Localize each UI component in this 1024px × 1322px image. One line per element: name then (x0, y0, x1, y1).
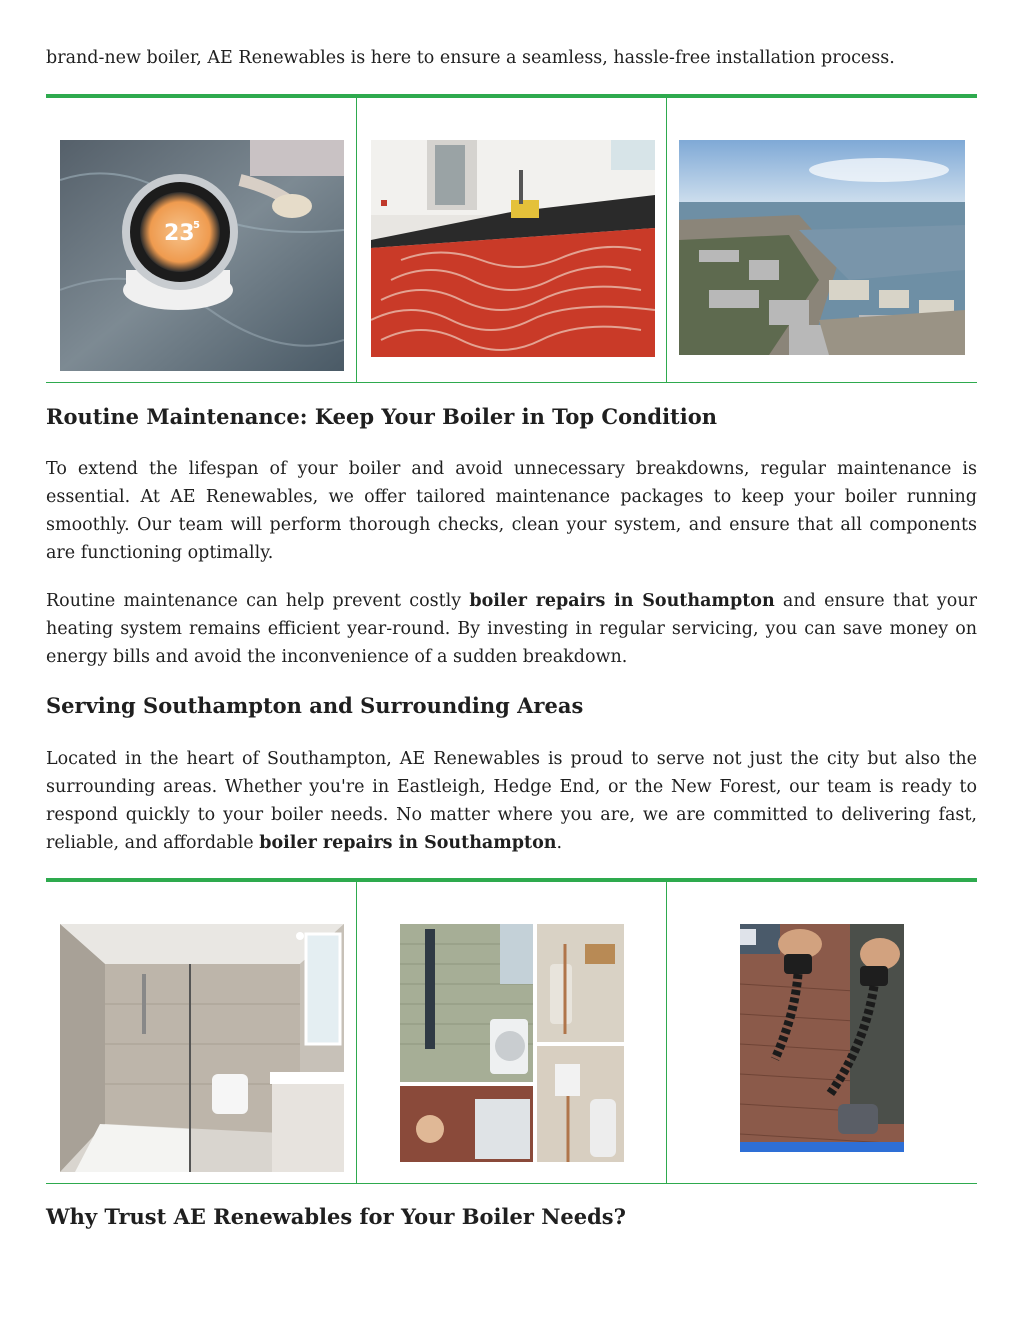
southampton-aerial-image (679, 140, 965, 355)
gallery-cell (666, 98, 976, 382)
underfloor-heating-image (371, 140, 655, 357)
gallery-cell (356, 882, 666, 1183)
photo-gallery-1 (46, 94, 977, 383)
text-run: and ensure that your heating system remains efficient year-round. By investing in regular servicing, you can save money on energy bills and avoid the inconvenience of a sudden breakdown. (46, 591, 977, 667)
gallery-cell (666, 882, 976, 1183)
underfloor-heating-photo (371, 140, 655, 357)
gallery-cell (356, 98, 666, 382)
thermostat-display: 23 (164, 221, 195, 246)
drain-rods-image (740, 924, 904, 1152)
thermostat-display-decimal: 5 (193, 220, 200, 231)
bathroom-image (60, 924, 344, 1172)
photo-gallery-2 (46, 878, 977, 1184)
heat-pump-collage-image (400, 924, 624, 1162)
bathroom-photo (60, 924, 344, 1172)
keyword-boiler-repairs: boiler repairs in Southampton (469, 591, 775, 611)
maintenance-paragraph-1: To extend the lifespan of your boiler and avoid unnecessary breakdowns, regular maintenance is essential. At AE Renewables, we offer tailored maintenance packages to keep your boiler running smoothly. Our team will perform thorough checks, clean your system, and ensure that all components are functioning optimally. (46, 459, 977, 563)
text-run: Located in the heart of Southampton, AE Renewables is proud to serve not just the city but also the surrounding areas. Whether you're in Eastleigh, Hedge End, or the New Forest, our team is ready to respond quickly to your boiler needs. No matter where you are, we are committed to delivering fast, reliable, and affordable (46, 749, 977, 853)
gallery-cell (46, 882, 356, 1183)
areas-paragraph (46, 745, 977, 857)
keyword-boiler-repairs: boiler repairs in Southampton (259, 833, 557, 853)
intro-line: brand-new boiler, AE Renewables is here to ensure a seamless, hassle-free installation process. (46, 48, 895, 68)
drain-rods-photo (740, 924, 904, 1152)
heat-pump-collage-photo (400, 924, 624, 1162)
smart-thermostat-photo (60, 140, 344, 371)
trust-heading: Why Trust AE Renewables for Your Boiler Needs? (46, 1204, 626, 1229)
text-run: Routine maintenance can help prevent costly (46, 591, 470, 611)
gallery-cell (46, 98, 356, 382)
maintenance-heading: Routine Maintenance: Keep Your Boiler in Top Condition (46, 404, 718, 429)
areas-heading: Serving Southampton and Surrounding Areas (46, 693, 584, 718)
maintenance-paragraph-2 (46, 587, 977, 671)
southampton-aerial-photo (679, 140, 965, 355)
text-run: . (556, 833, 563, 853)
smart-thermostat-image (60, 140, 344, 371)
